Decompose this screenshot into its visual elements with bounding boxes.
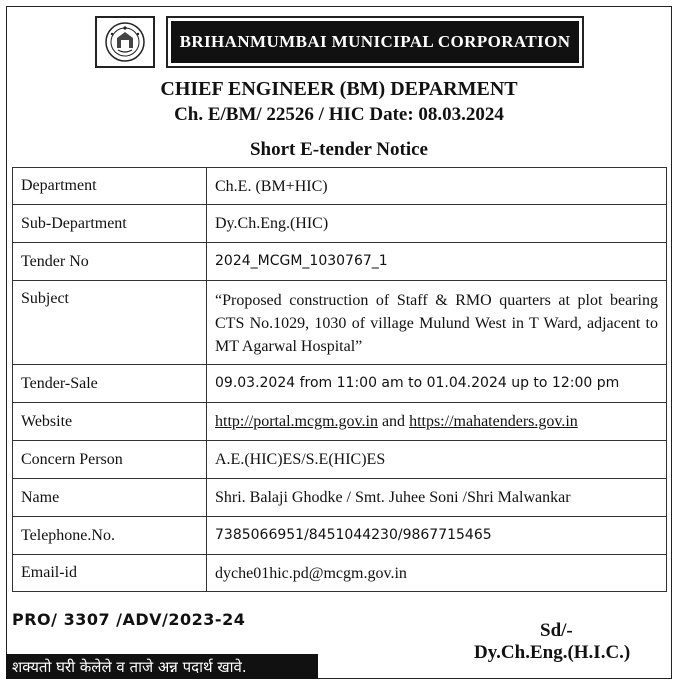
row-label: Website xyxy=(13,403,207,441)
row-label: Department xyxy=(13,168,207,205)
row-value: A.E.(HIC)ES/S.E(HIC)ES xyxy=(207,441,667,479)
table-row xyxy=(13,479,667,517)
row-value: 2024_MCGM_1030767_1 xyxy=(207,243,667,281)
table-row xyxy=(13,555,667,592)
row-value: 09.03.2024 from 11:00 am to 01.04.2024 up to 12:00 pm xyxy=(207,365,667,403)
link-joiner: and xyxy=(381,413,406,430)
pro-number: PRO/ 3307 /ADV/2023-24 xyxy=(12,610,246,629)
row-value: dyche01hic.pd@mcgm.gov.in xyxy=(207,555,667,592)
row-label: Sub-Department xyxy=(13,205,207,243)
tender-details-table xyxy=(12,167,667,592)
row-label: Telephone.No. xyxy=(13,517,207,555)
corporation-name: BRIHANMUMBAI MUNICIPAL CORPORATION xyxy=(171,21,579,63)
row-label: Email-id xyxy=(13,555,207,592)
marathi-slogan: शक्यतो घरी केलेले व ताजे अन्न पदार्थ खावे. xyxy=(6,654,318,679)
department-title: CHIEF ENGINEER (BM) DEPARMENT xyxy=(160,78,518,100)
portal-link[interactable]: http://portal.mcgm.gov.in xyxy=(215,413,378,430)
mahatenders-link[interactable]: https://mahatenders.gov.in xyxy=(409,413,578,430)
row-label: Tender-Sale xyxy=(13,365,207,403)
row-value: Ch.E. (BM+HIC) xyxy=(207,168,667,205)
table-row xyxy=(13,365,667,403)
row-label: Name xyxy=(13,479,207,517)
table-row xyxy=(13,281,667,365)
corporation-banner xyxy=(166,16,584,68)
row-label: Concern Person xyxy=(13,441,207,479)
table-row xyxy=(13,205,667,243)
row-label: Subject xyxy=(13,281,207,365)
table-row xyxy=(13,243,667,281)
bmc-emblem-icon xyxy=(95,16,155,68)
reference-line: Ch. E/BM/ 22526 / HIC Date: 08.03.2024 xyxy=(174,104,504,125)
row-value: 7385066951/8451044230/9867715465 xyxy=(207,517,667,555)
signed-mark: Sd/- xyxy=(540,620,573,641)
table-row xyxy=(13,403,667,441)
row-value: “Proposed construction of Staff & RMO quarters at plot bearing CTS No.1029, 1030 of village Mulund West in T Ward, adjacent to MT Agarwal Hospital” xyxy=(207,281,667,365)
row-value xyxy=(207,403,667,441)
row-value: Shri. Balaji Ghodke / Smt. Juhee Soni /Shri Malwankar xyxy=(207,479,667,517)
table-row xyxy=(13,168,667,205)
signatory-title: Dy.Ch.Eng.(H.I.C.) xyxy=(474,642,631,663)
table-row xyxy=(13,517,667,555)
table-row xyxy=(13,441,667,479)
row-value: Dy.Ch.Eng.(HIC) xyxy=(207,205,667,243)
row-label: Tender No xyxy=(13,243,207,281)
notice-title: Short E-tender Notice xyxy=(249,139,428,160)
